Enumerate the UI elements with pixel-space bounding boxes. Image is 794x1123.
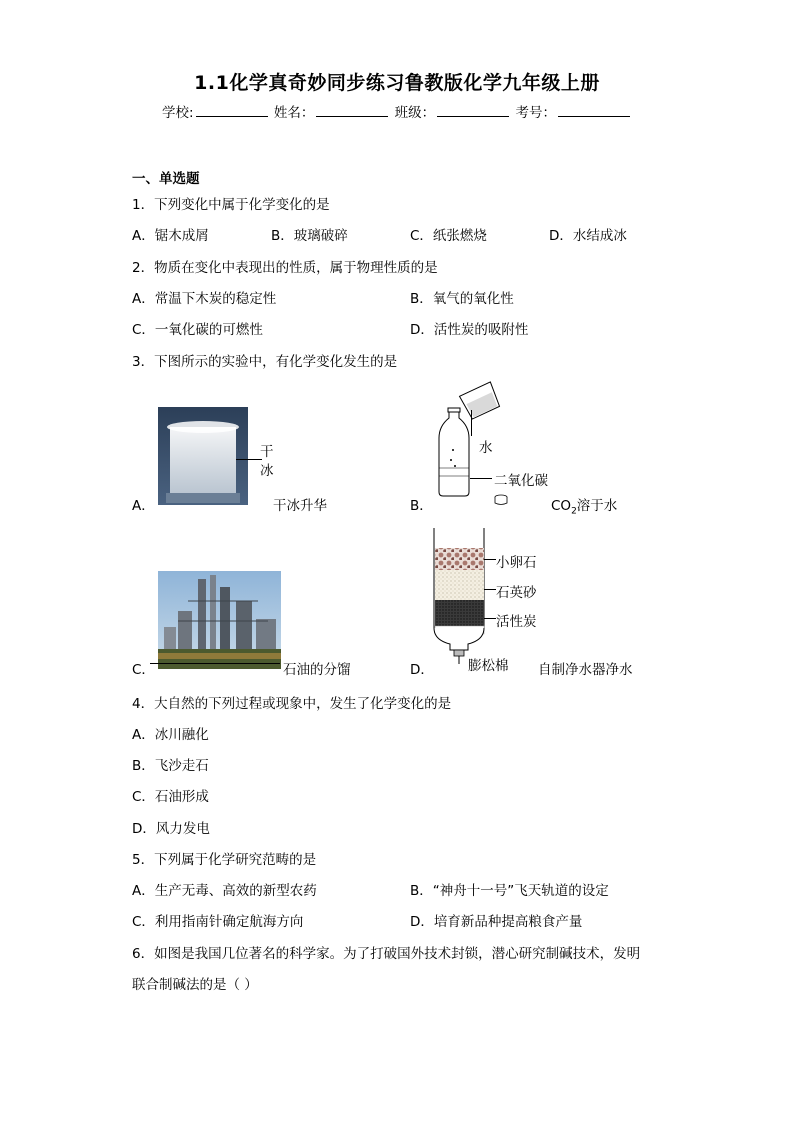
q3-option-c-letter[interactable]: C． <box>132 662 155 678</box>
pebble-pointer-line <box>484 559 496 560</box>
q1-option-c[interactable]: C．纸张燃烧 <box>410 228 487 244</box>
refinery-underline <box>150 663 280 664</box>
q2-option-c[interactable]: C．一氧化碳的可燃性 <box>132 322 263 338</box>
co2-label: 二氧化碳 <box>494 473 548 489</box>
water-label: 水 <box>479 440 493 456</box>
q3-option-d-caption: 自制净水器净水 <box>538 662 633 678</box>
petroleum-refinery-photo <box>158 571 281 669</box>
exam-number-blank[interactable] <box>558 104 630 117</box>
water-purifier-diagram <box>430 528 490 668</box>
activated-carbon-label: 活性炭 <box>496 614 537 630</box>
dry-ice-label-1: 干 <box>260 444 274 460</box>
q3-option-d-letter[interactable]: D． <box>410 662 434 678</box>
student-info-line <box>0 101 794 121</box>
q2-option-d[interactable]: D．活性炭的吸附性 <box>410 322 529 338</box>
q3-option-b-caption: $CO_2$溶于水 <box>551 498 618 517</box>
dry-ice-photo <box>158 407 248 505</box>
name-label: 姓名： <box>273 105 315 121</box>
section-title: 一、单选题 <box>132 171 200 187</box>
q1-option-a[interactable]: A．锯木成屑 <box>132 228 209 244</box>
q4-option-a[interactable]: A．冰川融化 <box>132 727 209 743</box>
q6-stem-line2: 联合制碱法的是（ ） <box>132 977 258 993</box>
q4-option-c[interactable]: C．石油形成 <box>132 789 209 805</box>
q1-option-d[interactable]: D．水结成冰 <box>549 228 627 244</box>
q3-option-c-caption: 石油的分馏 <box>283 662 351 678</box>
bottle-cap-icon <box>494 491 508 503</box>
q3-option-a-caption: 干冰升华 <box>273 498 327 514</box>
school-blank[interactable] <box>196 104 268 117</box>
dry-ice-label-2: 冰 <box>260 463 274 479</box>
water-pointer-line <box>471 410 472 436</box>
q4-option-b[interactable]: B．飞沙走石 <box>132 758 209 774</box>
q3-option-a-letter[interactable]: A． <box>132 498 155 514</box>
q2-option-a[interactable]: A．常温下木炭的稳定性 <box>132 291 277 307</box>
q2-stem: 2．物质在变化中表现出的性质，属于物理性质的是 <box>132 260 438 276</box>
q4-option-d[interactable]: D．风力发电 <box>132 821 210 837</box>
q1-stem: 1．下列变化中属于化学变化的是 <box>132 197 330 213</box>
co2-pointer-line <box>470 478 492 479</box>
name-blank[interactable] <box>316 104 388 117</box>
cotton-label: 膨松棉 <box>468 658 509 674</box>
q2-option-b[interactable]: B．氧气的氧化性 <box>410 291 514 307</box>
q1-option-b[interactable]: B．玻璃破碎 <box>271 228 348 244</box>
carbon-pointer-line <box>484 618 496 619</box>
co2-bottle-diagram <box>425 380 505 500</box>
class-blank[interactable] <box>437 104 509 117</box>
q4-stem: 4．大自然的下列过程或现象中，发生了化学变化的是 <box>132 696 452 712</box>
exam-number-label: 考号： <box>515 105 556 121</box>
pebble-label: 小卵石 <box>496 555 537 571</box>
class-label: 班级： <box>394 105 436 121</box>
page-title: 1.1化学真奇妙同步练习鲁教版化学九年级上册 <box>194 72 600 94</box>
sand-pointer-line <box>484 589 496 590</box>
q6-stem-line1: 6．如图是我国几位著名的科学家。为了打破国外技术封锁，潜心研究制碱技术，发明 <box>132 946 641 962</box>
q5-option-c[interactable]: C．利用指南针确定航海方向 <box>132 914 304 930</box>
q3-stem: 3．下图所示的实验中，有化学变化发生的是 <box>132 354 398 370</box>
q3-option-b-letter[interactable]: B． <box>410 498 433 514</box>
school-label: 学校: <box>162 105 194 121</box>
q5-option-d[interactable]: D．培育新品种提高粮食产量 <box>410 914 583 930</box>
sand-label: 石英砂 <box>496 585 537 601</box>
dry-ice-pointer-line <box>236 459 262 460</box>
q5-option-a[interactable]: A．生产无毒、高效的新型农药 <box>132 883 317 899</box>
q5-stem: 5．下列属于化学研究范畴的是 <box>132 852 317 868</box>
q5-option-b[interactable]: B．“神舟十一号”飞天轨道的设定 <box>410 883 609 899</box>
